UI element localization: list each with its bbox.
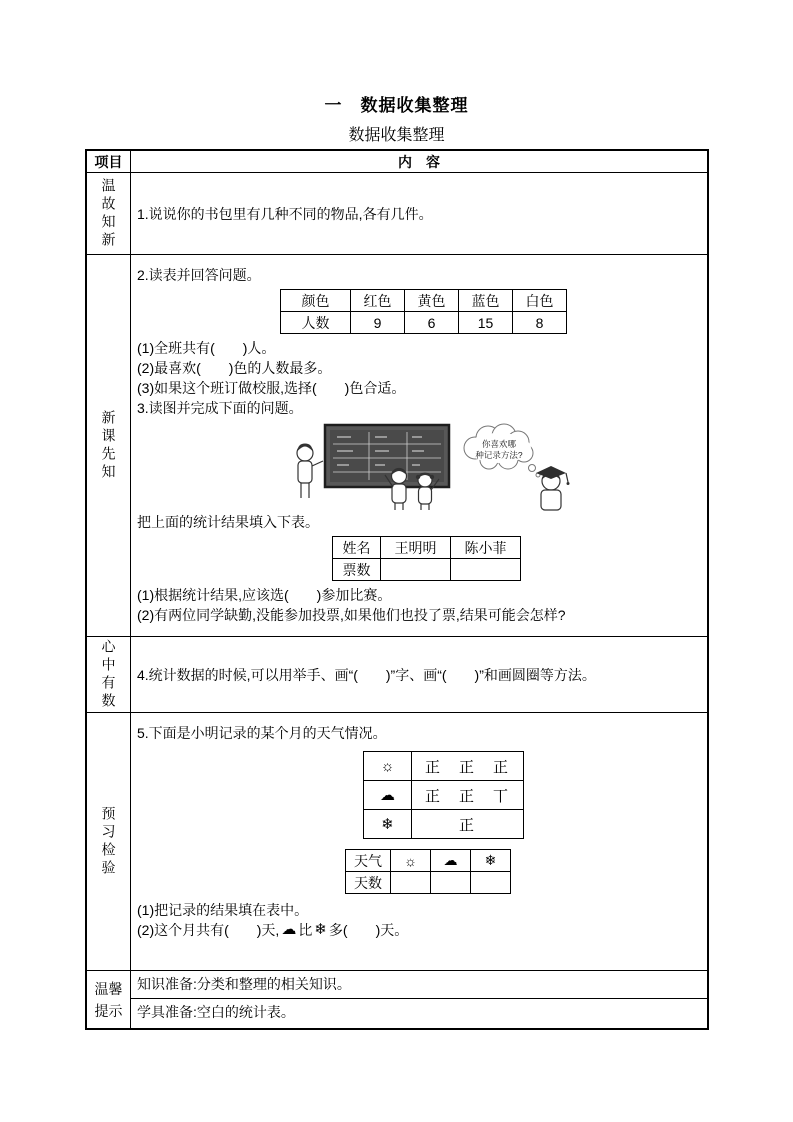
cloud-icon: ☁ xyxy=(281,921,297,938)
q3-item-2: (2)有两位同学缺勤,没能参加投票,如果他们也投了票,结果可能会怎样? xyxy=(137,607,566,623)
section-label-text: 温故知新 xyxy=(100,177,117,250)
vote-header: 姓名 xyxy=(333,537,381,559)
color-header: 红色 xyxy=(351,290,405,312)
mortarboard-icon xyxy=(536,466,566,479)
color-header: 蓝色 xyxy=(459,290,513,312)
q5-item-1: (1)把记录的结果填在表中。 xyxy=(137,902,309,918)
weather-tally-table xyxy=(363,751,524,839)
weather-row-label: 天气 xyxy=(346,850,391,872)
table-row xyxy=(364,781,524,810)
section-tips xyxy=(87,971,707,1028)
weather-count-table xyxy=(345,849,511,894)
section-label-preview xyxy=(87,713,131,970)
tips-line-tools: 学具准备:空白的统计表。 xyxy=(131,998,707,1025)
days-blank-cell xyxy=(471,872,511,894)
tally-value-sun: 正 正 正 xyxy=(412,752,524,781)
table-row xyxy=(333,537,521,559)
worksheet-table xyxy=(85,149,709,1030)
sun-icon: ☼ xyxy=(391,850,431,872)
bubble-text-line1: 你喜欢哪 xyxy=(481,439,517,449)
student-left-figure xyxy=(297,444,323,499)
section-new-lesson xyxy=(87,255,707,637)
section-new-lesson-content xyxy=(131,255,707,636)
cloud-icon: ☁ xyxy=(364,781,412,810)
table-row xyxy=(281,312,567,334)
count-value: 6 xyxy=(405,312,459,334)
q5-item-2-part2: 多( )天。 xyxy=(328,922,409,938)
tips-line-knowledge: 知识准备:分类和整理的相关知识。 xyxy=(137,976,351,992)
color-count-table xyxy=(280,289,567,334)
count-value: 8 xyxy=(513,312,567,334)
vote-blank-cell xyxy=(381,559,451,581)
candidate-name: 王明明 xyxy=(381,537,451,559)
candidate-name: 陈小菲 xyxy=(451,537,521,559)
color-header: 黄色 xyxy=(405,290,459,312)
question-1: 1.说说你的书包里有几种不同的物品,各有几件。 xyxy=(137,205,433,222)
section-review-content xyxy=(131,173,707,254)
table-row xyxy=(364,752,524,781)
section-label-text: 心中有数 xyxy=(100,638,117,711)
section-label-know xyxy=(87,637,131,712)
section-label-tips xyxy=(87,971,131,1028)
question-3-intro: 3.读图并完成下面的问题。 xyxy=(137,400,303,416)
section-label-review xyxy=(87,173,131,254)
q3-item-1: (1)根据统计结果,应该选( )参加比赛。 xyxy=(137,587,392,603)
section-preview-content xyxy=(131,713,707,970)
days-blank-cell xyxy=(431,872,471,894)
section-preview xyxy=(87,713,707,971)
tally-value-cloud: 正 正 丅 xyxy=(412,781,524,810)
header-content-cell: 内 容 xyxy=(398,153,440,170)
count-value: 15 xyxy=(459,312,513,334)
section-know-content xyxy=(131,637,707,712)
cloud-icon: ☁ xyxy=(431,850,471,872)
voting-scene-illustration xyxy=(289,420,699,512)
color-header: 白色 xyxy=(513,290,567,312)
section-label-new-lesson xyxy=(87,255,131,636)
tally-value-snow: 正 xyxy=(412,810,524,839)
speech-bubble xyxy=(464,424,540,477)
section-label-text: 预习检验 xyxy=(100,805,117,878)
color-header: 颜色 xyxy=(281,290,351,312)
section-label-text: 温馨提示 xyxy=(94,980,123,1019)
q5-item-2-mid: 比 xyxy=(298,922,313,938)
q2-item-1: (1)全班共有( )人。 xyxy=(137,340,276,356)
graduate-figure xyxy=(536,466,570,510)
count-row-label: 人数 xyxy=(281,312,351,334)
count-value: 9 xyxy=(351,312,405,334)
snowflake-icon: ❄ xyxy=(471,850,511,872)
page-subtitle: 数据收集整理 xyxy=(348,127,445,144)
fill-note: 把上面的统计结果填入下表。 xyxy=(137,514,319,530)
days-blank-cell xyxy=(391,872,431,894)
q2-item-2: (2)最喜欢( )色的人数最多。 xyxy=(137,360,332,376)
q5-item-2-part1: (2)这个月共有( )天, xyxy=(137,922,280,938)
sun-icon: ☼ xyxy=(364,752,412,781)
snowflake-icon: ❄ xyxy=(364,810,412,839)
vote-blank-cell xyxy=(451,559,521,581)
table-row xyxy=(346,872,511,894)
header-item-cell: 项目 xyxy=(87,151,131,172)
table-row xyxy=(281,290,567,312)
q2-item-3: (3)如果这个班订做校服,选择( )色合适。 xyxy=(137,380,406,396)
vote-row-label: 票数 xyxy=(333,559,381,581)
question-5-intro: 5.下面是小明记录的某个月的天气情况。 xyxy=(137,725,387,741)
question-4: 4.统计数据的时候,可以用举手、画“( )”字、画“( )”和画圆圈等方法。 xyxy=(137,666,596,683)
section-tips-content xyxy=(131,971,707,1028)
snowflake-icon: ❄ xyxy=(314,921,327,938)
section-label-text: 新课先知 xyxy=(100,409,117,482)
section-know xyxy=(87,637,707,713)
bubble-text-line2: 种记录方法? xyxy=(475,450,523,460)
vote-count-table xyxy=(332,536,521,581)
table-row xyxy=(346,850,511,872)
question-2-intro: 2.读表并回答问题。 xyxy=(137,267,261,283)
table-row xyxy=(364,810,524,839)
q5-item-2 xyxy=(137,920,699,941)
section-review xyxy=(87,173,707,255)
table-row xyxy=(333,559,521,581)
table-header-row xyxy=(87,151,707,173)
days-row-label: 天数 xyxy=(346,872,391,894)
page-title: 一 数据收集整理 xyxy=(324,96,469,115)
